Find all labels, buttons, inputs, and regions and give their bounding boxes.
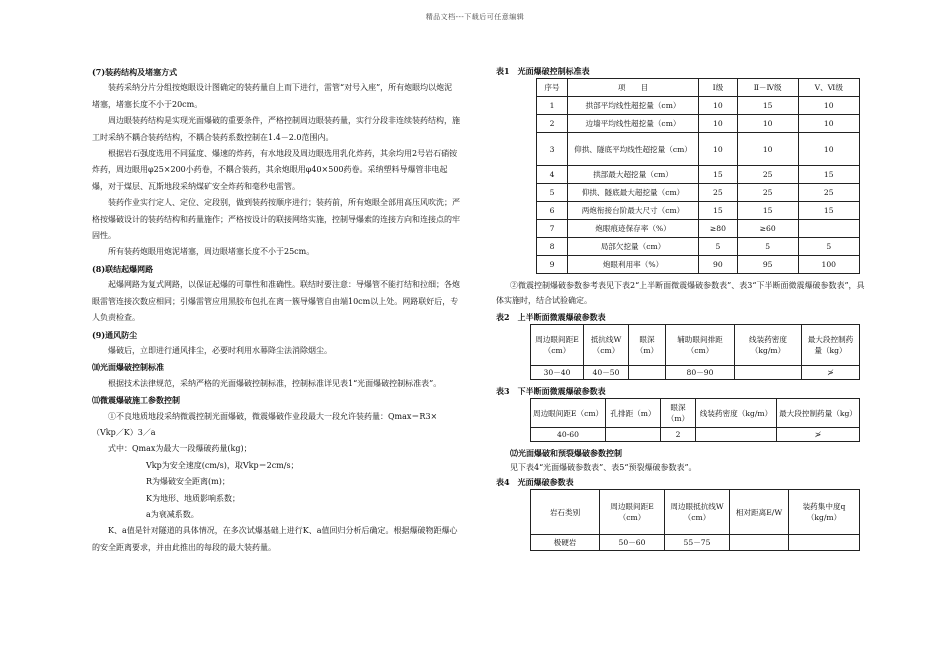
page-header: 精品文档---下载后可任意编辑 (425, 13, 525, 21)
table-header-cell: Ⅱ－Ⅳ级 (737, 79, 798, 97)
left-column (92, 64, 460, 556)
paragraph: 装药作业实行定人、定位、定段别，做到装药按顺序进行；装药前，所有炮眼全部用高压风吹洗；严格按爆破设计的装药结构和药量施作；严格按设计的联接网络实施，控制导爆索的连接方向和连接点的牢固性。 (92, 198, 460, 241)
table-cell: 两炮衔接台阶最大尺寸（cm） (568, 202, 699, 220)
table-cell: 25 (737, 184, 798, 202)
heading-charging: (7)装药结构及堵塞方式 (92, 67, 178, 77)
table-cell: 4 (537, 166, 568, 184)
table-header-cell: 辅助眼间排距（cm） (666, 325, 735, 366)
table-header-cell: 岩石类别 (531, 490, 600, 535)
table-cell (629, 366, 666, 380)
table-row (537, 202, 860, 220)
table-header-cell: 相对距离E/W (730, 490, 789, 535)
table-cell: 5 (737, 238, 798, 256)
table-header-row (531, 490, 860, 535)
table-cell: 40-60 (531, 428, 606, 442)
table-cell: 15 (737, 202, 798, 220)
table-header-cell: 序号 (537, 79, 568, 97)
table3-caption: 表3 下半断面微震爆破参数表 (496, 386, 606, 396)
table-cell: 拱部最大超挖量（cm） (568, 166, 699, 184)
table-cell: 炮眼利用率（%） (568, 256, 699, 274)
table-row (537, 220, 860, 238)
table-row (531, 428, 860, 442)
table-cell: 1 (537, 97, 568, 115)
table-header-cell: 周边眼间距E（cm） (600, 490, 665, 535)
paragraph: 根据岩石强度选用不同猛度、爆速的炸药，有水地段及周边眼选用乳化炸药，其余均用2号岩石硝铵炸药，周边眼用φ25×200小药卷，不耦合装药，其余炮眼用φ40×500药卷。采纳塑料导爆管非电起爆，对于煤层、瓦斯地段采纳煤矿安全炸药和毫秒电雷管。 (92, 149, 458, 191)
table-cell: 15 (798, 166, 859, 184)
table-header-cell: 周边眼间距E（cm） (531, 325, 584, 366)
table-header-cell: 线装药密度（kg/m） (735, 325, 802, 366)
table-header-cell: 最大段控制药量（kg） (777, 399, 860, 428)
table-row (537, 133, 860, 166)
table-row (537, 184, 860, 202)
paragraph: ②微震控制爆破参数参考表见下表2“上半断面微震爆破参数表”、表3“下半断面微震爆破参数表”，具体实施时，结合试验确定。 (496, 281, 865, 305)
heading-ventilation: (9)通风防尘 (92, 329, 138, 340)
table-header-cell: 周边眼间距E（cm） (531, 399, 606, 428)
table-cell: 50－60 (600, 535, 665, 551)
table-cell: 25 (798, 184, 859, 202)
heading-presplit: ⑿光面爆破和预裂爆破参数控制 (510, 448, 622, 458)
table-cell (606, 428, 661, 442)
heading-network: (8)联结起爆网路 (92, 263, 154, 274)
table-cell: 80－90 (666, 366, 735, 380)
table-header-cell: 最大段控制药量（kg） (802, 325, 860, 366)
table-header-cell: Ⅰ级 (699, 79, 738, 97)
table-cell: 边墙平均线性超挖量（cm） (568, 115, 699, 133)
right-column (496, 64, 868, 551)
table-header-row (537, 79, 860, 97)
table-header-cell: 装药集中度q（kg/m） (789, 490, 860, 535)
table-cell: 95 (737, 256, 798, 274)
formula-line: R为爆破安全距离(m)； (146, 477, 230, 487)
table-header-cell: 项 目 (568, 79, 699, 97)
table4-caption: 表4 光面爆破参数表 (496, 477, 574, 487)
table-upper-section-params (530, 324, 860, 380)
table-cell: 6 (537, 202, 568, 220)
table-cell: 5 (537, 184, 568, 202)
table-smooth-blasting-standard (536, 78, 860, 274)
paragraph: 爆破后，立即进行通风排尘，必要时利用水幕降尘法消除烟尘。 (108, 345, 332, 355)
formula-line: a为衰减系数。 (146, 509, 199, 519)
table-row (531, 535, 860, 551)
paragraph: 根据技术法律规范，采纳严格的光面爆破控制标准，控制标准详见表1“光面爆破控制标准表”。 (108, 378, 442, 388)
formula-line: K为地形、地质影响系数； (146, 493, 240, 503)
table-cell: 5 (699, 238, 738, 256)
table-header-cell: 眼深（m） (629, 325, 666, 366)
table-header-cell: 线装药密度（kg/m） (696, 399, 777, 428)
table-cell: 2 (661, 428, 696, 442)
table-cell: 仰拱、隧底平均线性超挖量（cm） (568, 133, 699, 166)
table-row (537, 256, 860, 274)
table-header-cell: 孔排距（m） (606, 399, 661, 428)
table-cell: ≯ (777, 428, 860, 442)
table1-caption: 表1 光面爆破控制标准表 (496, 66, 590, 76)
table-cell: 15 (737, 97, 798, 115)
table-cell: 2 (537, 115, 568, 133)
table-header-cell: 周边眼抵抗线W（cm） (665, 490, 730, 535)
table-cell (798, 220, 859, 238)
formula-line: 式中：Qmax为最大一段爆破药量(kg)； (108, 444, 252, 454)
table-cell: 9 (537, 256, 568, 274)
table-cell: 10 (737, 133, 798, 166)
table-header-row (531, 399, 860, 428)
table-cell: 100 (798, 256, 859, 274)
table-cell: 55－75 (665, 535, 730, 551)
table-cell: ≥60 (737, 220, 798, 238)
table-cell: 10 (798, 133, 859, 166)
paragraph: 装药采纳分片分组按炮眼设计图确定的装药量自上而下进行，雷管“对号入座”，所有炮眼均以炮泥堵塞，堵塞长度不小于20cm。 (92, 83, 453, 109)
table-row (537, 115, 860, 133)
formula-line: Vkp为安全速度(cm/s)，取Vkp＝2cm/s； (146, 460, 299, 470)
table-cell: 7 (537, 220, 568, 238)
table-header-row (531, 325, 860, 366)
table-cell: 局部欠挖量（cm） (568, 238, 699, 256)
paragraph: 见下表4“光面爆破参数表”、表5“预裂爆破参数表”。 (510, 463, 697, 472)
paragraph: 所有装药炮眼用炮泥堵塞，周边眼堵塞长度不小于25cm。 (108, 247, 315, 257)
table-cell (735, 366, 802, 380)
table-lower-section-params (530, 398, 860, 442)
table-cell: 15 (699, 166, 738, 184)
table-row (531, 366, 860, 380)
table-cell: 25 (737, 166, 798, 184)
table-smooth-blasting-params (530, 489, 860, 551)
table-cell: 40－50 (584, 366, 629, 380)
table-cell: 10 (699, 115, 738, 133)
table-cell: 10 (699, 97, 738, 115)
table-cell: 10 (737, 115, 798, 133)
paragraph: 周边眼装药结构是实现光面爆破的重要条件，严格控制周边眼装药量，实行分段非连续装药结构，施工时采纳不耦合装药结构，不耦合装药系数控制在1.4－2.0范围内。 (92, 116, 460, 142)
table2-caption: 表2 上半断面微震爆破参数表 (496, 312, 606, 322)
table-cell: 25 (699, 184, 738, 202)
heading-microseismic: ⑾微震爆破施工参数控制 (92, 395, 180, 406)
table-cell: ≥80 (699, 220, 738, 238)
paragraph: 起爆网路为复式网路，以保证起爆的可靠性和准确性。联结时要注意：导爆管不能打结和拉细；各炮眼雷管连接次数应相同；引爆雷管应用黑胶布包扎在离一簇导爆管自由端10cm以上处。网路联好后，专人负责检查。 (92, 280, 460, 323)
table-cell (789, 535, 860, 551)
table-cell: 30－40 (531, 366, 584, 380)
paragraph: K、a值是针对隧道的具体情况，在多次试爆基础上进行K、a值回归分析后确定。根据爆破物距爆心的安全距离要求，并由此推出的每段的最大装药量。 (92, 526, 458, 552)
table-row (537, 166, 860, 184)
table-row (537, 97, 860, 115)
table-cell: 10 (798, 97, 859, 115)
table-cell: 极硬岩 (531, 535, 600, 551)
table-cell: 8 (537, 238, 568, 256)
table-header-cell: 眼深（m） (661, 399, 696, 428)
table-cell: 3 (537, 133, 568, 166)
table-header-cell: Ⅴ、Ⅵ级 (798, 79, 859, 97)
table-row (537, 238, 860, 256)
paragraph: ①不良地质地段采纳微震控制光面爆破，微震爆破作业段最大一段允许装药量：Qmax＝R3×（Vkp／K）3／a (92, 411, 438, 437)
table-header-cell: 抵抗线W（cm） (584, 325, 629, 366)
table-cell: 炮眼痕迹保存率（%） (568, 220, 699, 238)
table-cell (696, 428, 777, 442)
heading-control-standard: ⑽光面爆破控制标准 (92, 362, 164, 373)
table-cell: 15 (798, 202, 859, 220)
table-cell: 15 (699, 202, 738, 220)
table-cell: 10 (798, 115, 859, 133)
table-cell: 5 (798, 238, 859, 256)
table-cell: 10 (699, 133, 738, 166)
table-cell: 拱部平均线性超挖量（cm） (568, 97, 699, 115)
table-cell: ≯ (802, 366, 860, 380)
table-cell: 90 (699, 256, 738, 274)
table-cell: 仰拱、隧底最大超挖量（cm） (568, 184, 699, 202)
table-cell (730, 535, 789, 551)
